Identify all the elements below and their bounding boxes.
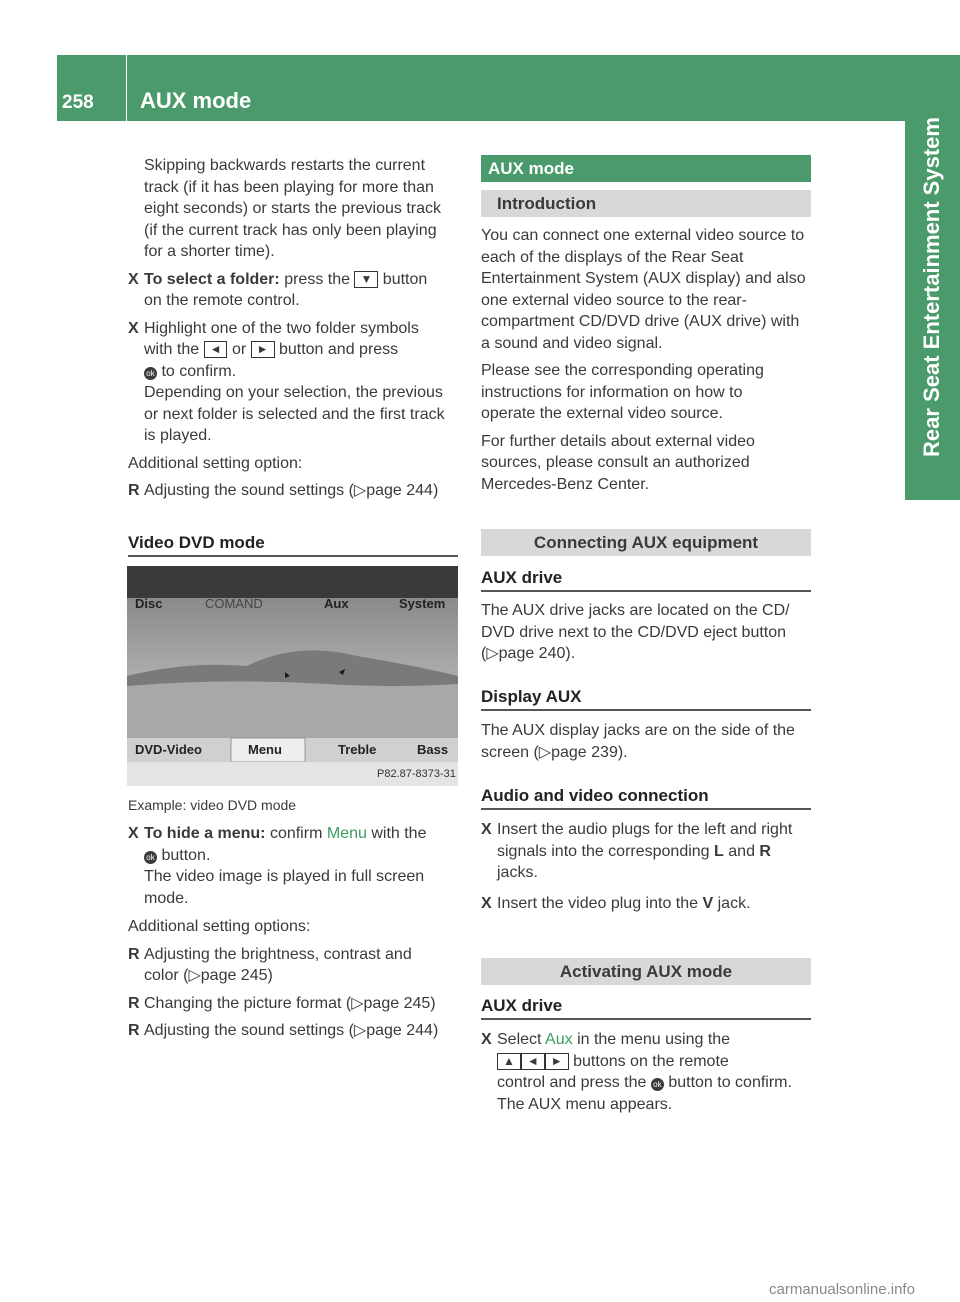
page-arrow-icon: ▷ [351, 994, 364, 1012]
page-arrow-icon: ▷ [353, 1022, 367, 1039]
screen-menu-comand: COMAND [205, 596, 263, 611]
side-tab-label: Rear Seat Entertainment System [919, 117, 944, 457]
bullet-item: R Changing the picture format (▷page 245) [128, 993, 460, 1015]
screen-menu-menu: Menu [248, 742, 282, 757]
text-line: Skipping backwards restarts the current [144, 157, 426, 174]
audio-video-steps [481, 819, 813, 914]
select-aux-step [481, 1029, 813, 1115]
down-key-icon: ▼ [354, 271, 378, 288]
section-rule [481, 709, 811, 711]
intro-text: You can connect one external video source to each of the displays of the Rear Seat Entertainment System (AUX display) and also one external video source to the rear- compartment CD/DVD drive (AUX drive) with a sound and video signal. Please see the corresponding operating instructions for information on how to operate the external video source. For further details about external video sources, please consult an authorized Mercedes-Benz Center. [481, 227, 806, 493]
step-select-aux: X Select Aux in the menu using the ▲ ◄ ► buttons on the remote control and press the ok button to confirm. The AUX menu appears. [481, 1031, 792, 1113]
section-bar-connecting: Connecting AUX equipment [481, 529, 811, 556]
left-lower-text [128, 823, 460, 1042]
bullet-marker: R [128, 945, 140, 963]
section-bar-activating: Activating AUX mode [481, 958, 811, 985]
up-key-icon: ▲ [497, 1053, 521, 1070]
page-arrow-icon: ▷ [353, 482, 367, 499]
screen-menu-aux: Aux [324, 596, 349, 611]
right-key-icon: ► [251, 341, 275, 358]
page-arrow-icon: ▷ [188, 967, 201, 984]
step-marker: X [481, 1031, 492, 1048]
step-marker: X [128, 270, 139, 288]
screen-menu-disc: Disc [135, 596, 163, 611]
left-key-icon: ◄ [521, 1053, 545, 1070]
text-line: track (if it has been playing for more than [144, 178, 434, 196]
text-line: for a shorter time). [144, 243, 275, 260]
step-marker: X [128, 825, 139, 842]
section-rule [481, 1018, 811, 1020]
section-rule [481, 590, 811, 592]
ok-button-icon: ok [144, 367, 157, 380]
step-highlight-folder: X Highlight one of the two folder symbols with the ◄ or ► button and press ok to confirm. Depending on your selection, the previous or next folder is selected and the first track is played. [128, 319, 445, 444]
display-aux-text: The AUX display jacks are on the side of the screen (▷page 239). [481, 722, 795, 761]
step-marker: X [481, 894, 492, 912]
watermark: carmanualsonline.info [769, 1281, 915, 1298]
ok-button-icon: ok [144, 851, 157, 864]
heading-aux-drive: AUX drive [481, 568, 563, 587]
header-divider [126, 55, 127, 135]
text-line: eight seconds) or starts the previous track [144, 200, 442, 217]
bullet-marker: R [128, 482, 140, 499]
heading-audio-video: Audio and video connection [481, 786, 709, 805]
left-key-icon: ◄ [204, 341, 228, 358]
additional-option-label: Additional setting option: [128, 454, 303, 472]
left-top-text [128, 155, 460, 502]
bullet-marker: R [128, 994, 140, 1012]
section-bar-aux-mode: AUX mode [481, 155, 811, 182]
text-line: (if the current track has only been playing [144, 221, 437, 239]
ok-button-icon: ok [651, 1078, 664, 1091]
aux-drive-text: The AUX drive jacks are located on the CD/ DVD drive next to the CD/DVD eject button (▷page 240). [481, 602, 790, 662]
bullet-item: R Adjusting the brightness, contrast and color (▷page 245) [128, 945, 412, 984]
screen-menu-dvd-video: DVD-Video [135, 742, 202, 757]
step-marker: X [128, 319, 139, 337]
page-arrow-icon: ▷ [486, 645, 499, 662]
section-rule [128, 555, 458, 557]
display-text-menu: Menu [326, 825, 367, 842]
dvd-screen-image [127, 566, 458, 786]
screen-menu-treble: Treble [338, 742, 377, 757]
step-insert-video: X Insert the video plug into the V jack. [481, 893, 813, 915]
heading-display-aux: Display AUX [481, 687, 582, 706]
bullet-marker: R [128, 1022, 140, 1039]
step-select-folder: X To select a folder: press the ▼ button on the remote control. [128, 270, 428, 309]
image-code: P82.87-8373-31 [377, 768, 456, 780]
step-marker: X [481, 821, 492, 838]
section-heading-video-dvd: Video DVD mode [128, 533, 265, 552]
section-rule [481, 808, 811, 810]
screen-menu-bass: Bass [417, 742, 449, 757]
bullet-item: R Adjusting the sound settings (▷page 244) [128, 1020, 460, 1042]
page-number: 258 [62, 92, 94, 113]
page-title: AUX mode [140, 88, 252, 113]
step-insert-audio: X Insert the audio plugs for the left and right signals into the corresponding L and R jacks. [481, 821, 793, 881]
step-hide-menu: X To hide a menu: confirm Menu with the ok button. The video image is played in full screen mode. [128, 825, 427, 907]
display-text-aux: Aux [545, 1031, 573, 1048]
heading-aux-drive-2: AUX drive [481, 996, 563, 1015]
page-arrow-icon: ▷ [538, 743, 552, 761]
right-key-icon: ► [545, 1053, 569, 1070]
image-caption: Example: video DVD mode [128, 797, 297, 813]
screen-menu-system: System [399, 596, 446, 611]
section-bar-introduction: Introduction [481, 190, 811, 217]
additional-options-label: Additional setting options: [128, 918, 311, 935]
bullet-item: R Adjusting the sound settings (▷page 244) [128, 480, 460, 502]
